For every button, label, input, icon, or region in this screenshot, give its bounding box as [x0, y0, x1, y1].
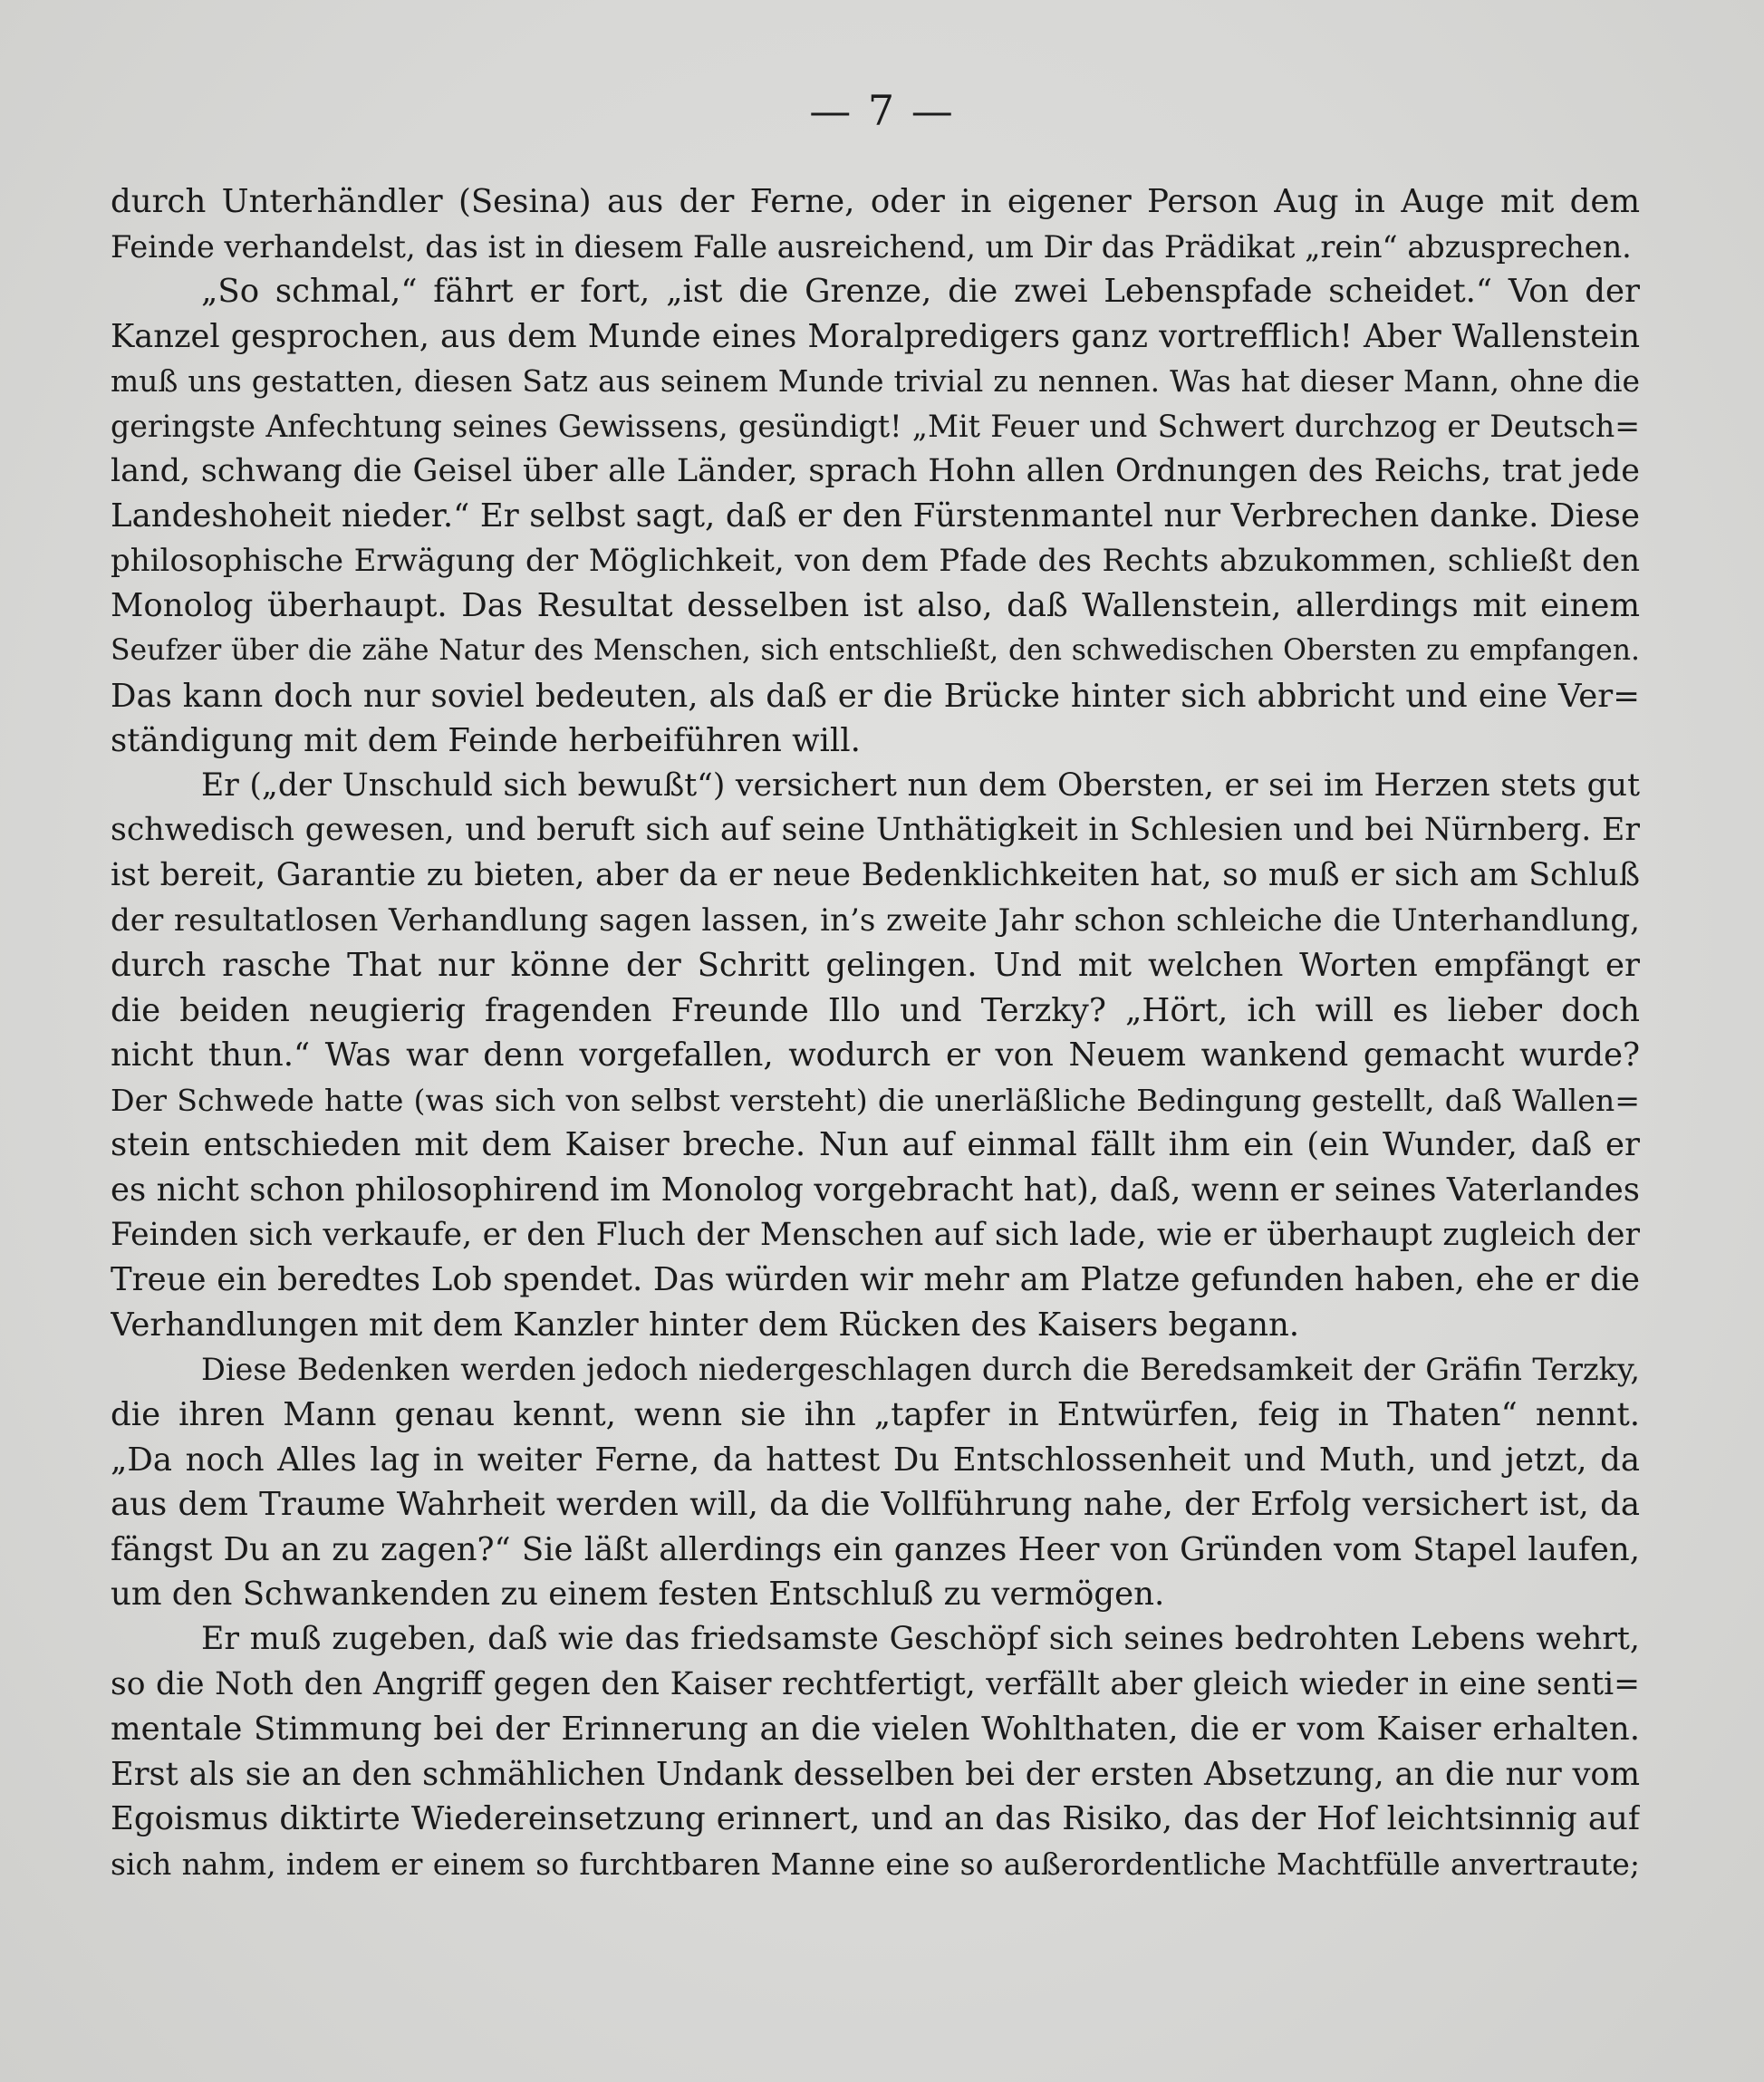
text-line: geringste Anfechtung seines Gewissens, gesündigt! „Mit Feuer und Schwert durchzog er Deutsch=	[111, 408, 1640, 444]
text-line: Seufzer über die zähe Natur des Menschen, sich entschließt, den schwedischen Obersten zu empfangen.	[111, 633, 1640, 667]
text-line: Das kann doch nur soviel bedeuten, als daß er die Brücke hinter sich abbricht und eine Ver=	[111, 677, 1640, 715]
text-line: Der Schwede hatte (was sich von selbst versteht) die unerläßliche Bedingung gestellt, daß Wallen=	[111, 1082, 1640, 1118]
text-line: nicht thun.“ Was war denn vorgefallen, wodurch er von Neuem wankend gemacht wurde?	[111, 1036, 1640, 1075]
text-line: land, schwang die Geisel über alle Länder, sprach Hohn allen Ordnungen des Reichs, trat jede	[111, 452, 1640, 489]
text-line: stein entschieden mit dem Kaiser breche. Nun auf einmal fällt ihm ein (ein Wunder, daß er	[111, 1126, 1640, 1164]
text-line: Treue ein beredtes Lob spendet. Das würden wir mehr am Platze gefunden haben, ehe er die	[111, 1261, 1640, 1299]
text-line: Monolog überhaupt. Das Resultat desselben ist also, daß Wallenstein, allerdings mit einem	[111, 587, 1640, 625]
text-line: Diese Bedenken werden jedoch niedergeschlagen durch die Beredsamkeit der Gräfin Terzky,	[201, 1352, 1640, 1388]
text-line: die beiden neugierig fragenden Freunde Illo und Terzky? „Hört, ich will es lieber doch	[111, 991, 1640, 1029]
text-line: Verhandlungen mit dem Kanzler hinter dem Rücken des Kaisers begann.	[111, 1306, 1300, 1344]
page-number: — 7 —	[809, 86, 955, 135]
text-line: Feinden sich verkaufe, er den Fluch der Menschen auf sich lade, wie er überhaupt zugleich der	[111, 1216, 1640, 1253]
text-line: schwedisch gewesen, und beruft sich auf seine Unthätigkeit in Schlesien und bei Nürnberg. Er	[111, 812, 1640, 849]
text-line: Landeshoheit nieder.“ Er selbst sagt, daß er den Fürstenmantel nur Verbrechen danke. Diese	[111, 497, 1640, 535]
text-line: mentale Stimmung bei der Erinnerung an die vielen Wohlthaten, die er vom Kaiser erhalten.	[111, 1711, 1640, 1749]
text-line: durch rasche That nur könne der Schritt gelingen. Und mit welchen Worten empfängt er	[111, 947, 1640, 985]
text-line: sich nahm, indem er einem so furchtbaren Manne eine so außerordentliche Machtfülle anvertraute;	[111, 1846, 1640, 1882]
text-line: Kanzel gesprochen, aus dem Munde eines Moralpredigers ganz vortrefflich! Aber Wallenstein	[111, 317, 1640, 355]
text-line: es nicht schon philosophirend im Monolog vorgebracht hat), daß, wenn er seines Vaterlandes	[111, 1171, 1640, 1210]
paragraph-3	[111, 764, 1640, 1348]
paragraph-5	[111, 1617, 1640, 1887]
paragraph-1	[111, 179, 1640, 269]
text-line: durch Unterhändler (Sesina) aus der Ferne, oder in eigener Person Aug in Auge mit dem	[111, 183, 1640, 220]
paragraph-2	[111, 269, 1640, 764]
body-text	[111, 179, 1640, 1887]
text-line: Er („der Unschuld sich bewußt“) versichert nun dem Obersten, er sei im Herzen stets gut	[201, 766, 1640, 804]
text-line: aus dem Traume Wahrheit werden will, da die Vollführung nahe, der Erfolg versichert ist, da	[111, 1486, 1640, 1524]
paragraph-4	[111, 1347, 1640, 1617]
text-line: um den Schwankenden zu einem festen Entschluß zu vermögen.	[111, 1576, 1165, 1614]
text-line: „So schmal,“ fährt er fort, „ist die Grenze, die zwei Lebenspfade scheidet.“ Von der	[201, 273, 1640, 311]
text-line: die ihren Mann genau kennt, wenn sie ihn „tapfer in Entwürfen, feig in Thaten“ nennt.	[111, 1396, 1640, 1434]
text-line: muß uns gestatten, diesen Satz aus seinem Munde trivial zu nennen. Was hat dieser Mann, ohne die	[111, 363, 1640, 400]
text-line: der resultatlosen Verhandlung sagen lassen, in’s zweite Jahr schon schleiche die Unterhandlung,	[111, 901, 1640, 939]
text-line: philosophische Erwägung der Möglichkeit, von dem Pfade des Rechts abzukommen, schließt den	[111, 542, 1640, 579]
text-line: ist bereit, Garantie zu bieten, aber da er neue Bedenklichkeiten hat, so muß er sich am Schluß	[111, 856, 1640, 893]
text-line: so die Noth den Angriff gegen den Kaiser rechtfertigt, verfällt aber gleich wieder in eine senti=	[111, 1665, 1640, 1702]
text-line: fängst Du an zu zagen?“ Sie läßt allerdings ein ganzes Heer von Gründen vom Stapel laufen,	[111, 1530, 1640, 1568]
text-line: Er muß zugeben, daß wie das friedsamste Geschöpf sich seines bedrohten Lebens wehrt,	[201, 1621, 1640, 1657]
text-line: „Da noch Alles lag in weiter Ferne, da hattest Du Entschlossenheit und Muth, und jetzt, da	[111, 1441, 1640, 1479]
text-line: Egoismus diktirte Wiedereinsetzung erinnert, und an das Risiko, das der Hof leichtsinnig auf	[111, 1800, 1640, 1838]
text-line: Feinde verhandelst, das ist in diesem Falle ausreichend, um Dir das Prädikat „rein“ abzusprechen.	[111, 228, 1632, 265]
text-line: Erst als sie an den schmählichen Undank desselben bei der ersten Absetzung, an die nur vom	[111, 1755, 1640, 1793]
text-line: ständigung mit dem Feinde herbeiführen will.	[111, 722, 861, 760]
